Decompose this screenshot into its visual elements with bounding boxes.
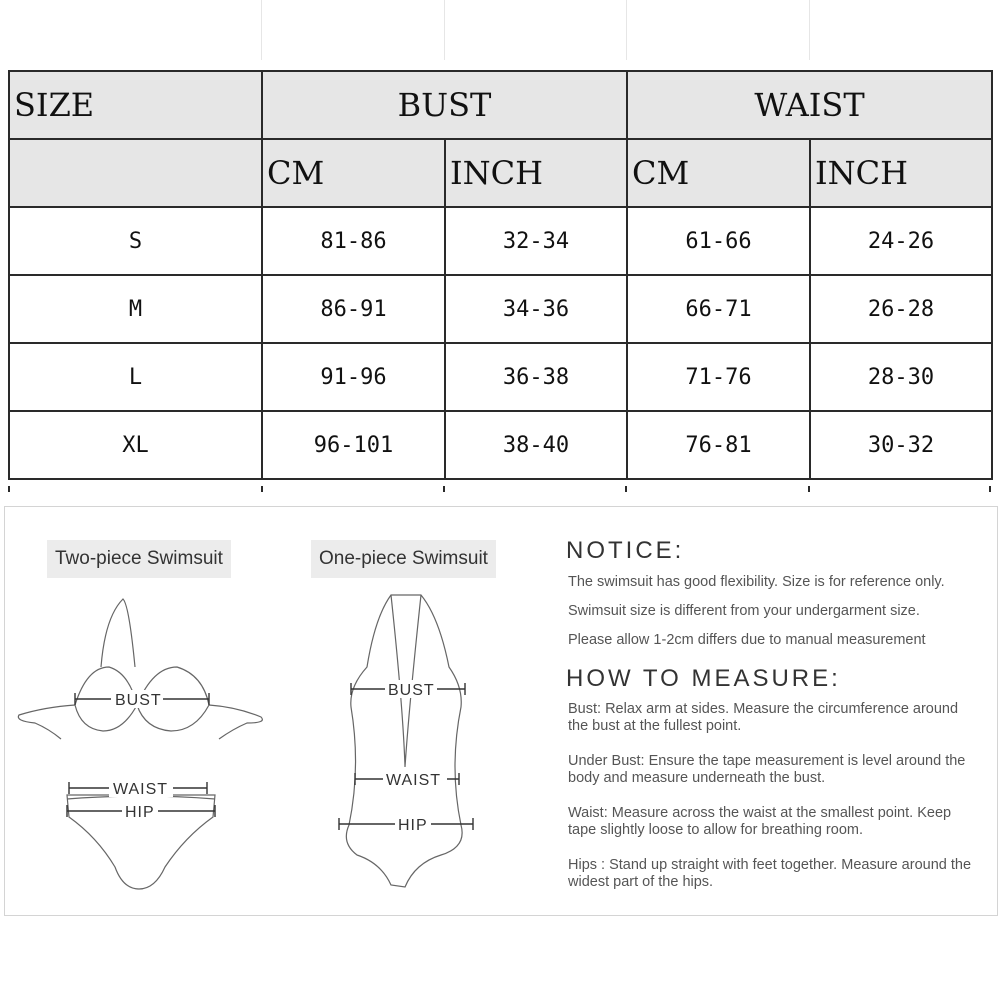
waist-inch-cell: 30-32 <box>810 411 992 479</box>
two-piece-hip-label: HIP <box>125 804 155 821</box>
measure-instruction: Under Bust: Ensure the tape measurement is level around the body and measure underneath the bust. <box>568 753 966 786</box>
notice-heading: NOTICE: <box>566 537 685 564</box>
table-stub <box>443 486 445 492</box>
bust-cm-cell: 91-96 <box>262 343 445 411</box>
waist-inch-cell: 28-30 <box>810 343 992 411</box>
table-stub <box>989 486 991 492</box>
waist-cm-cell: 61-66 <box>627 207 810 275</box>
waist-inch-cell: 26-28 <box>810 275 992 343</box>
bust-header: BUST <box>262 71 627 139</box>
sheet-gridline <box>626 0 627 60</box>
bust-cm-header: CM <box>262 139 445 207</box>
table-row <box>9 275 992 343</box>
sheet-gridline <box>809 0 810 60</box>
bust-inch-cell: 32-34 <box>445 207 627 275</box>
bust-inch-cell: 38-40 <box>445 411 627 479</box>
measure-instruction: Bust: Relax arm at sides. Measure the circumference around the bust at the fullest point. <box>568 701 959 734</box>
notice-line: Swimsuit size is different from your undergarment size. <box>568 603 920 619</box>
table-stub <box>808 486 810 492</box>
one-piece-title: One-piece Swimsuit <box>311 540 496 578</box>
table-stub <box>625 486 627 492</box>
halter-strap <box>101 599 135 667</box>
bust-cm-cell: 86-91 <box>262 275 445 343</box>
table-row <box>9 207 992 275</box>
waist-cm-header: CM <box>627 139 810 207</box>
two-piece-waist-label: WAIST <box>113 781 169 798</box>
waist-cm-cell: 76-81 <box>627 411 810 479</box>
how-to-measure-heading: HOW TO MEASURE: <box>566 665 841 692</box>
left-tie <box>18 705 75 739</box>
table-header-row <box>9 71 992 139</box>
waist-header: WAIST <box>627 71 992 139</box>
notice-line: The swimsuit has good flexibility. Size is for reference only. <box>568 574 945 590</box>
swimsuit-diagrams <box>5 507 565 915</box>
waist-inch-header: INCH <box>810 139 992 207</box>
one-piece-illustration <box>346 595 462 887</box>
empty-header-cell <box>9 139 262 207</box>
table-row <box>9 411 992 479</box>
two-piece-title: Two-piece Swimsuit <box>47 540 231 578</box>
size-cell: M <box>9 275 262 343</box>
waist-cm-cell: 66-71 <box>627 275 810 343</box>
sheet-gridline <box>444 0 445 60</box>
size-header: SIZE <box>9 71 262 139</box>
table-stub <box>8 486 10 492</box>
one-piece-waist-label: WAIST <box>386 772 442 789</box>
measurement-guide <box>4 506 998 916</box>
bust-inch-cell: 34-36 <box>445 275 627 343</box>
size-cell: XL <box>9 411 262 479</box>
one-piece-hip-label: HIP <box>398 817 428 834</box>
bust-inch-cell: 36-38 <box>445 343 627 411</box>
bust-cm-cell: 81-86 <box>262 207 445 275</box>
table-subheader-row <box>9 139 992 207</box>
two-piece-illustration <box>18 599 262 889</box>
notice-line: Please allow 1-2cm differs due to manual measurement <box>568 632 926 648</box>
size-cell: L <box>9 343 262 411</box>
two-piece-measure-lines <box>67 693 215 817</box>
sheet-gridline <box>261 0 262 60</box>
bust-inch-header: INCH <box>445 139 627 207</box>
measure-instruction: Hips : Stand up straight with feet together. Measure around the widest part of the hips. <box>568 857 972 890</box>
size-cell: S <box>9 207 262 275</box>
size-chart-table <box>8 70 993 480</box>
waist-inch-cell: 24-26 <box>810 207 992 275</box>
one-piece-bust-label: BUST <box>388 682 435 699</box>
measure-instruction: Waist: Measure across the waist at the smallest point. Keep tape slightly loose to allow for breathing room. <box>568 805 952 838</box>
table-row <box>9 343 992 411</box>
waist-cm-cell: 71-76 <box>627 343 810 411</box>
two-piece-bust-label: BUST <box>115 692 162 709</box>
bust-cm-cell: 96-101 <box>262 411 445 479</box>
right-tie <box>209 705 262 739</box>
table-stub <box>261 486 263 492</box>
